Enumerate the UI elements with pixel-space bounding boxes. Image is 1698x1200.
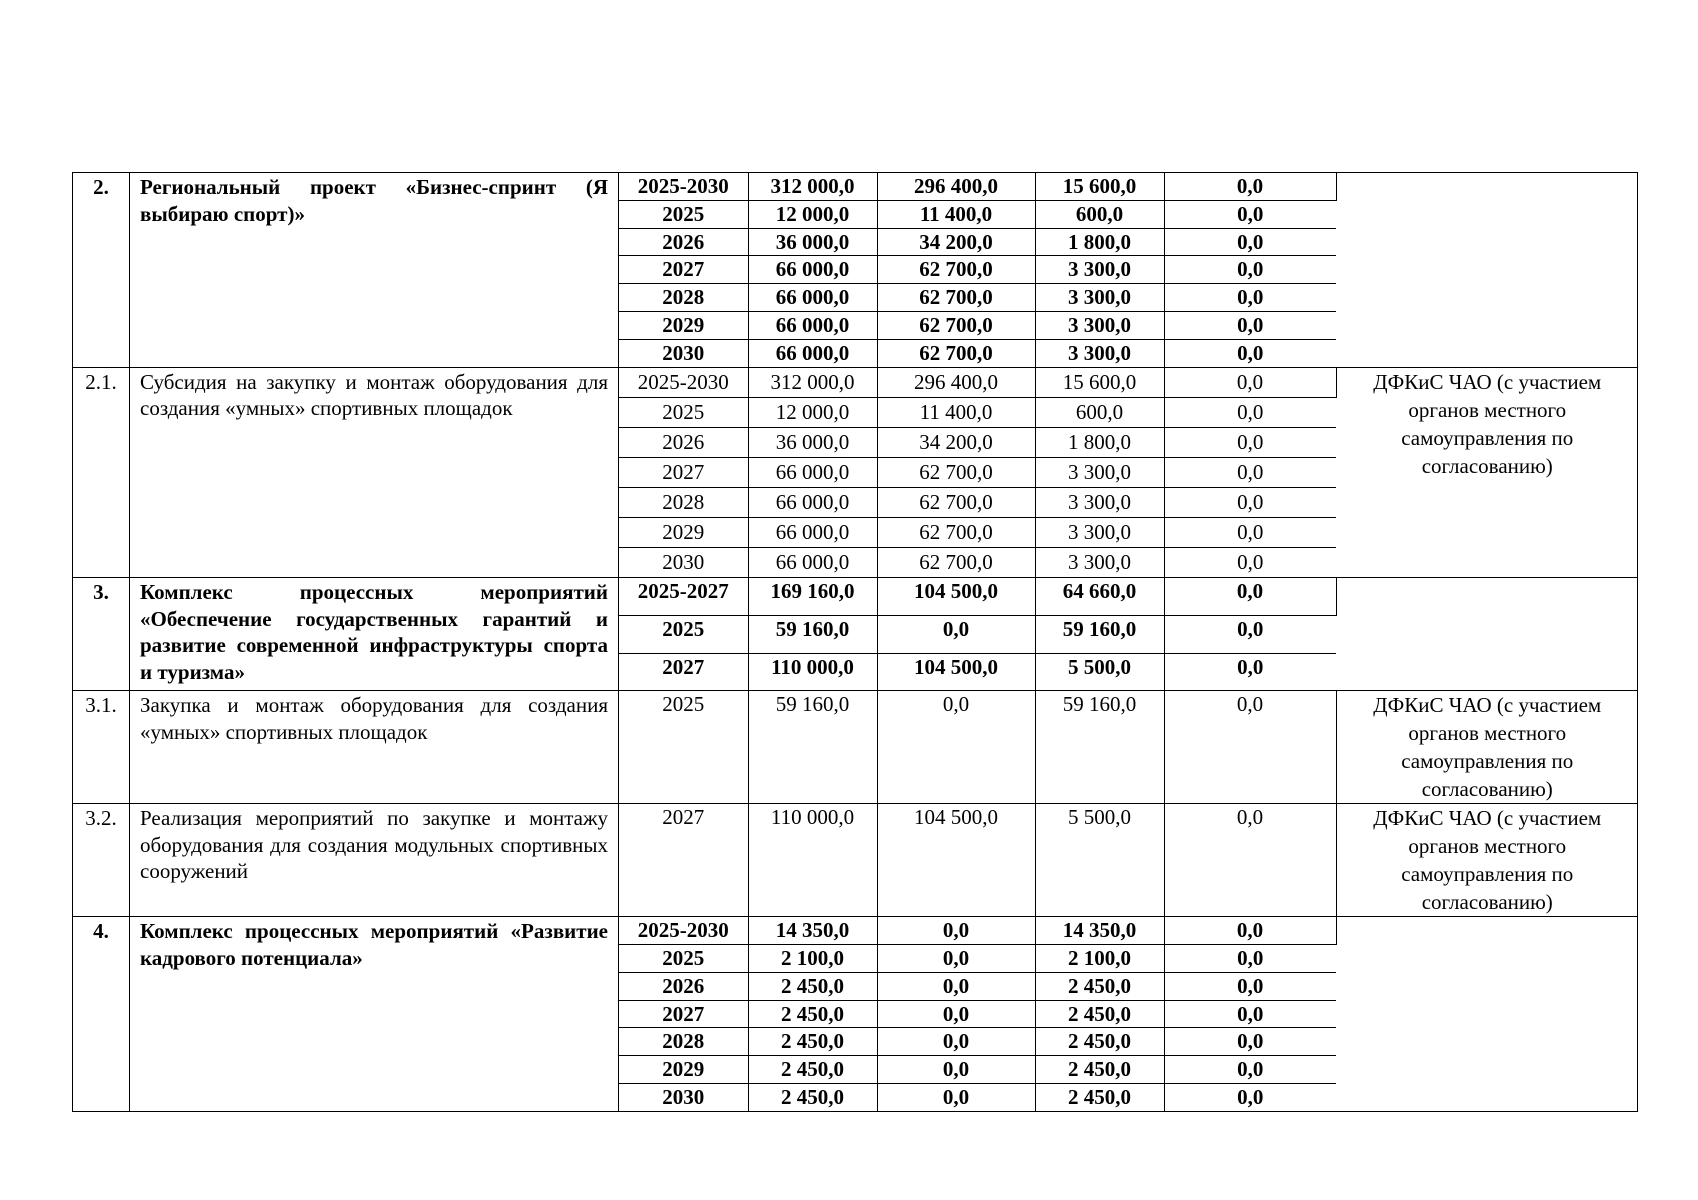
total-cell: 36 000,0	[748, 427, 877, 457]
federal-cell: 0,0	[877, 1084, 1035, 1111]
regional-cell: 15 600,0	[1035, 173, 1164, 200]
row-number: 3.2.	[73, 804, 130, 917]
local-cell: 0,0	[1164, 1056, 1336, 1084]
total-cell: 36 000,0	[748, 228, 877, 256]
funding-line	[619, 173, 1638, 200]
regional-cell: 2 450,0	[1035, 1056, 1164, 1084]
period-cell: 2026	[619, 427, 748, 457]
regional-cell: 1 800,0	[1035, 427, 1164, 457]
regional-cell: 5 500,0	[1035, 653, 1164, 690]
period-cell: 2025	[619, 691, 748, 803]
local-cell: 0,0	[1164, 518, 1336, 548]
total-cell: 12 000,0	[748, 200, 877, 228]
period-cell: 2025-2027	[619, 578, 748, 615]
total-cell: 2 450,0	[748, 1084, 877, 1111]
federal-cell: 34 200,0	[877, 228, 1035, 256]
total-cell: 312 000,0	[748, 173, 877, 200]
total-cell: 12 000,0	[748, 397, 877, 427]
row-number: 3.	[73, 578, 130, 691]
total-cell: 66 000,0	[748, 457, 877, 487]
regional-cell: 2 450,0	[1035, 1000, 1164, 1028]
period-cell: 2025-2030	[619, 917, 748, 944]
period-cell: 2029	[619, 1056, 748, 1084]
federal-cell: 0,0	[877, 615, 1035, 653]
table-row	[73, 578, 1638, 691]
row-title: Реализация мероприятий по закупке и монтажу оборудования для создания модульных спортивных сооружений	[130, 804, 619, 917]
regional-cell: 3 300,0	[1035, 284, 1164, 312]
local-cell: 0,0	[1164, 804, 1336, 916]
period-cell: 2030	[619, 339, 748, 366]
regional-cell: 3 300,0	[1035, 457, 1164, 487]
total-cell: 2 450,0	[748, 1028, 877, 1056]
federal-cell: 62 700,0	[877, 256, 1035, 284]
federal-cell: 104 500,0	[877, 804, 1035, 916]
funding-cell	[619, 173, 1638, 368]
funding-subtable	[619, 368, 1638, 578]
regional-cell: 2 450,0	[1035, 972, 1164, 1000]
federal-cell: 0,0	[877, 917, 1035, 944]
local-cell: 0,0	[1164, 397, 1336, 427]
total-cell: 66 000,0	[748, 487, 877, 517]
period-cell: 2030	[619, 548, 748, 578]
regional-cell: 2 450,0	[1035, 1084, 1164, 1111]
local-cell: 0,0	[1237, 1085, 1264, 1110]
funding-line	[619, 691, 1638, 803]
federal-cell: 62 700,0	[877, 487, 1035, 517]
funding-cell	[619, 578, 1638, 691]
funding-subtable	[619, 804, 1638, 916]
federal-cell: 62 700,0	[877, 339, 1035, 366]
row-title: Комплекс процессных мероприятий «Развитие кадрового потенциала»	[130, 917, 619, 1112]
regional-cell: 3 300,0	[1035, 311, 1164, 339]
regional-cell: 600,0	[1035, 200, 1164, 228]
regional-cell: 59 160,0	[1035, 615, 1164, 653]
period-cell: 2029	[619, 518, 748, 548]
federal-cell: 62 700,0	[877, 284, 1035, 312]
federal-cell: 104 500,0	[877, 578, 1035, 615]
federal-cell: 62 700,0	[877, 311, 1035, 339]
federal-cell: 0,0	[877, 1028, 1035, 1056]
row-title: Комплекс процессных мероприятий «Обеспечение государственных гарантий и развитие современной инфраструктуры спорта и туризма»	[130, 578, 619, 691]
row-title: Региональный проект «Бизнес-спринт (Я выбираю спорт)»	[130, 173, 619, 368]
row-number: 2.	[73, 173, 130, 368]
total-cell: 66 000,0	[748, 518, 877, 548]
funding-line	[619, 917, 1638, 944]
period-cell: 2027	[619, 457, 748, 487]
period-cell: 2025	[619, 397, 748, 427]
local-cell: 0,0	[1237, 550, 1264, 575]
federal-cell: 34 200,0	[877, 427, 1035, 457]
federal-cell: 11 400,0	[877, 200, 1035, 228]
responsible-cell: ДФКиС ЧАО (с участием органов местного самоуправления по согласованию)	[1373, 369, 1602, 478]
funding-subtable	[619, 691, 1638, 803]
table-row	[73, 804, 1638, 917]
total-cell: 66 000,0	[748, 284, 877, 312]
federal-cell: 62 700,0	[877, 548, 1035, 578]
period-cell: 2026	[619, 228, 748, 256]
total-cell: 59 160,0	[748, 615, 877, 653]
funding-subtable	[619, 917, 1638, 1111]
regional-cell: 64 660,0	[1035, 578, 1164, 615]
federal-cell: 0,0	[877, 1056, 1035, 1084]
local-cell: 0,0	[1164, 200, 1336, 228]
local-cell: 0,0	[1164, 228, 1336, 256]
funding-cell	[619, 691, 1638, 804]
local-cell: 0,0	[1237, 654, 1264, 679]
funding-subtable	[619, 173, 1638, 367]
local-cell: 0,0	[1237, 340, 1264, 365]
table-row	[73, 917, 1638, 1112]
total-cell: 66 000,0	[748, 311, 877, 339]
responsible-cell	[1336, 578, 1638, 690]
period-cell: 2025-2030	[619, 368, 748, 398]
period-cell: 2026	[619, 972, 748, 1000]
regional-cell: 1 800,0	[1035, 228, 1164, 256]
responsible-cell: ДФКиС ЧАО (с участием органов местного самоуправления по согласованию)	[1373, 806, 1602, 915]
period-cell: 2027	[619, 804, 748, 916]
total-cell: 66 000,0	[748, 339, 877, 366]
local-cell: 0,0	[1164, 1028, 1336, 1056]
regional-cell: 2 100,0	[1035, 945, 1164, 973]
table-row	[73, 691, 1638, 804]
total-cell: 110 000,0	[748, 804, 877, 916]
local-cell: 0,0	[1164, 256, 1336, 284]
funding-line	[619, 578, 1638, 615]
federal-cell: 296 400,0	[877, 173, 1035, 200]
local-cell: 0,0	[1164, 457, 1336, 487]
federal-cell: 62 700,0	[877, 457, 1035, 487]
federal-cell: 0,0	[877, 1000, 1035, 1028]
federal-cell: 0,0	[877, 945, 1035, 973]
responsible-cell: ДФКиС ЧАО (с участием органов местного самоуправления по согласованию)	[1373, 693, 1602, 802]
local-cell: 0,0	[1164, 368, 1336, 398]
period-cell: 2025	[619, 200, 748, 228]
total-cell: 66 000,0	[748, 256, 877, 284]
funding-subtable	[619, 578, 1638, 690]
local-cell: 0,0	[1164, 917, 1336, 944]
total-cell: 14 350,0	[748, 917, 877, 944]
period-cell: 2028	[619, 284, 748, 312]
local-cell: 0,0	[1164, 487, 1336, 517]
total-cell: 2 450,0	[748, 1056, 877, 1084]
total-cell: 169 160,0	[748, 578, 877, 615]
total-cell: 110 000,0	[748, 653, 877, 690]
table-row	[73, 367, 1638, 578]
responsible-cell	[1336, 173, 1638, 367]
federal-cell: 62 700,0	[877, 518, 1035, 548]
federal-cell: 296 400,0	[877, 368, 1035, 398]
table-row	[73, 173, 1638, 368]
period-cell: 2028	[619, 487, 748, 517]
budget-table	[72, 172, 1638, 1112]
federal-cell: 11 400,0	[877, 397, 1035, 427]
funding-line	[619, 804, 1638, 916]
local-cell: 0,0	[1164, 173, 1336, 200]
local-cell: 0,0	[1164, 615, 1336, 653]
local-cell: 0,0	[1164, 945, 1336, 973]
row-title: Субсидия на закупку и монтаж оборудования для создания «умных» спортивных площадок	[130, 367, 619, 578]
row-title: Закупка и монтаж оборудования для создания «умных» спортивных площадок	[130, 691, 619, 804]
period-cell: 2027	[619, 1000, 748, 1028]
local-cell: 0,0	[1164, 578, 1336, 615]
regional-cell: 5 500,0	[1035, 804, 1164, 916]
period-cell: 2029	[619, 311, 748, 339]
local-cell: 0,0	[1164, 311, 1336, 339]
period-cell: 2025	[619, 615, 748, 653]
period-cell: 2027	[619, 256, 748, 284]
total-cell: 2 450,0	[748, 1000, 877, 1028]
regional-cell: 14 350,0	[1035, 917, 1164, 944]
regional-cell: 600,0	[1035, 397, 1164, 427]
local-cell: 0,0	[1164, 972, 1336, 1000]
local-cell: 0,0	[1164, 284, 1336, 312]
regional-cell: 3 300,0	[1035, 487, 1164, 517]
regional-cell: 15 600,0	[1035, 368, 1164, 398]
total-cell: 2 100,0	[748, 945, 877, 973]
period-cell: 2025-2030	[619, 173, 748, 200]
total-cell: 59 160,0	[748, 691, 877, 803]
regional-cell: 2 450,0	[1035, 1028, 1164, 1056]
period-cell: 2027	[619, 653, 748, 690]
local-cell: 0,0	[1164, 427, 1336, 457]
regional-cell: 3 300,0	[1035, 518, 1164, 548]
period-cell: 2030	[619, 1084, 748, 1111]
local-cell: 0,0	[1164, 691, 1336, 803]
federal-cell: 104 500,0	[877, 653, 1035, 690]
regional-cell: 3 300,0	[1035, 256, 1164, 284]
budget-table-page	[72, 172, 1637, 1112]
total-cell: 2 450,0	[748, 972, 877, 1000]
federal-cell: 0,0	[877, 691, 1035, 803]
period-cell: 2025	[619, 945, 748, 973]
local-cell: 0,0	[1164, 1000, 1336, 1028]
total-cell: 312 000,0	[748, 368, 877, 398]
funding-cell	[619, 804, 1638, 917]
period-cell: 2028	[619, 1028, 748, 1056]
row-number: 3.1.	[73, 691, 130, 804]
row-number: 4.	[73, 917, 130, 1112]
total-cell: 66 000,0	[748, 548, 877, 578]
federal-cell: 0,0	[877, 972, 1035, 1000]
responsible-cell	[1336, 917, 1638, 1111]
funding-line	[619, 368, 1638, 398]
regional-cell: 59 160,0	[1035, 691, 1164, 803]
funding-cell	[619, 917, 1638, 1112]
regional-cell: 3 300,0	[1035, 548, 1164, 578]
regional-cell: 3 300,0	[1035, 339, 1164, 366]
funding-cell	[619, 367, 1638, 578]
row-number: 2.1.	[73, 367, 130, 578]
